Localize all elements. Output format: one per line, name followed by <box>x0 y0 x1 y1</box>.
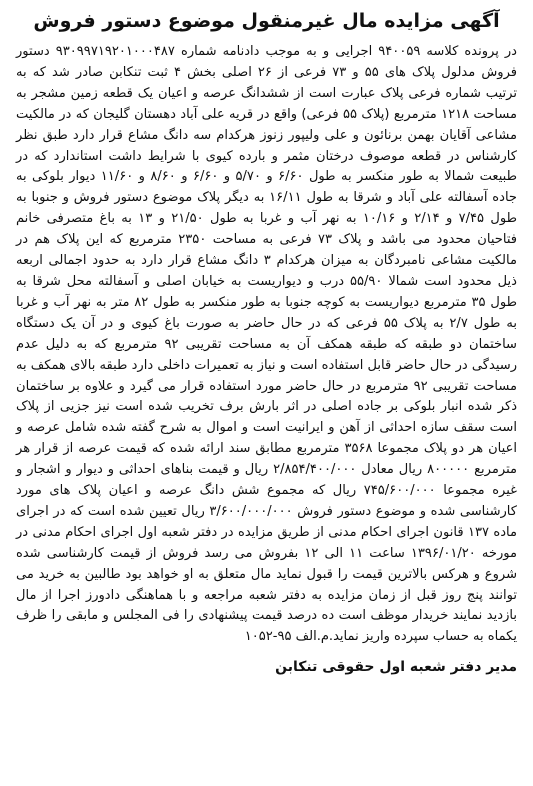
notice-signature: مدیر دفتر شعبه اول حقوقی تنکابن <box>275 659 517 676</box>
notice-body: در پرونده کلاسه ۹۴۰۰۵۹ اجرایی و به موجب دادنامه شماره ۹۳۰۹۹۷۱۹۲۰۱۰۰۰۴۸۷ دستور فروش مدلول پلاک های ۵۵ و ۷۳ فرعی از ۲۶ اصلی بخش ۴ ثبت تنکابن صادر شد که به ترتیب شماره فرعی پلاک عبارت است از ششدانگ عرصه و اعیان یک قطعه زمین مشجر به مساحت ۱۲۱۸ مترمربع (پلاک ۵۵ فرعی) واقع در قریه علی آباد دهستان گلیجان که در مالکیت مشاعی آقایان بهمن برنائون و علی ولیپور زنوز هرکدام سه دانگ مشاع قرار دارد طبق نظر کارشناس در قطعه موصوف درختان مثمر و بارده کیوی با شرایط داشت استاندارد که در طبیعت شمالا به طور منکسر به طول ۶/۶۰ و ۵/۷۰ و ۶/۶۰ و ۸/۶۰ و ۱۱/۶۰ دیوار بلوکی به جاده آسفالته علی آباد و شرقا به طول ۱۶/۱۱ به دیگر پلاک موضوع دستور فروش و جنوبا به طول ۷/۴۵ و ۲/۱۴ و ۱۰/۱۶ به نهر آب و غربا به طول ۲۱/۵۰ و ۱۳ به باغ متصرفی خانم فتاحیان محدود می باشد و پلاک ۷۳ فرعی به مساحت ۲۳۵۰ مترمربع که این پلاک هم در مالکیت مشاعی نامبردگان به میزان هرکدام ۳ دانگ مشاع قرار دارد به حدود اجمالی اربعه ذیل محدود است شمالا ۵۵/۹۰ درب و دیواریست به خیابان اصلی و آسفالته محل شرقا به طول ۳۵ مترمربع دیواریست به کوچه جنوبا به طور منکسر به طول ۸۲ متر به نهر آب و غربا به طول ۲/۷ به پلاک ۵۵ فرعی که در حال حاضر به صورت باغ کیوی و در آن یک دستگاه ساختمان دو طبقه که طبقه همکف آن به مساحت تقریبی ۹۲ مترمربع که به دلیل عدم رسیدگی در حال حاضر قابل استفاده است و نیاز به تعمیرات داخلی دارد طبقه بالای همکف به مساحت تقریبی ۹۲ مترمربع در حال حاضر مورد استفاده قرار می گیرد و علاوه بر ساختمان ذکر شده انبار بلوکی بر جاده اصلی در اثر بارش برف تخریب شده است نیز جزیی از پلاک است سقف سازه احداثی از آهن و ایرانیت است و اموال به شرح گفته شده شامل عرصه و اعیان هر دو پلاک مجموعا ۳۵۶۸ مترمربع مطابق سند ارائه شده که قیمت عرصه از قرار هر مترمربع ۸۰۰۰۰۰ ریال معادل ۲/۸۵۴/۴۰۰/۰۰۰ ریال و قیمت بناهای احداثی و دیوار و اشجار و غیره مجموعا ۷۴۵/۶۰۰/۰۰۰ ریال که مجموع شش دانگ عرصه و اعیان پلاک های مورد کارشناسی شده و موضوع دستور فروش ۳/۶۰۰/۰۰۰/۰۰۰ ریال تعیین شده است که در اجرای ماده ۱۳۷ قانون اجرای احکام مدنی از طریق مزایده در دفتر شعبه اول اجرای احکام مدنی در مورخه ۱۳۹۶/۰۱/۲۰ ساعت ۱۱ الی ۱۲ بفروش می رسد فروش از قیمت کارشناسی شده شروع و هرکس بالاترین قیمت را قبول نماید مال متعلق به او خواهد بود طالبین به خرید می توانند پنج روز قبل از زمان مزایده به دفتر شعبه مراجعه و با هماهنگی دادورز اجرا از مال بازدید نمایند خریدار موظف است ده درصد قیمت پیشنهادی را فی المجلس و مابقی را ظرف یکماه به حساب سپرده واریز نماید.م.الف ۹۵-۱۰۵۲ <box>16 44 518 645</box>
auction-notice <box>12 4 521 782</box>
notice-title: آگهی مزایده مال غیرمنقول موضوع دستور فروش <box>33 10 500 32</box>
